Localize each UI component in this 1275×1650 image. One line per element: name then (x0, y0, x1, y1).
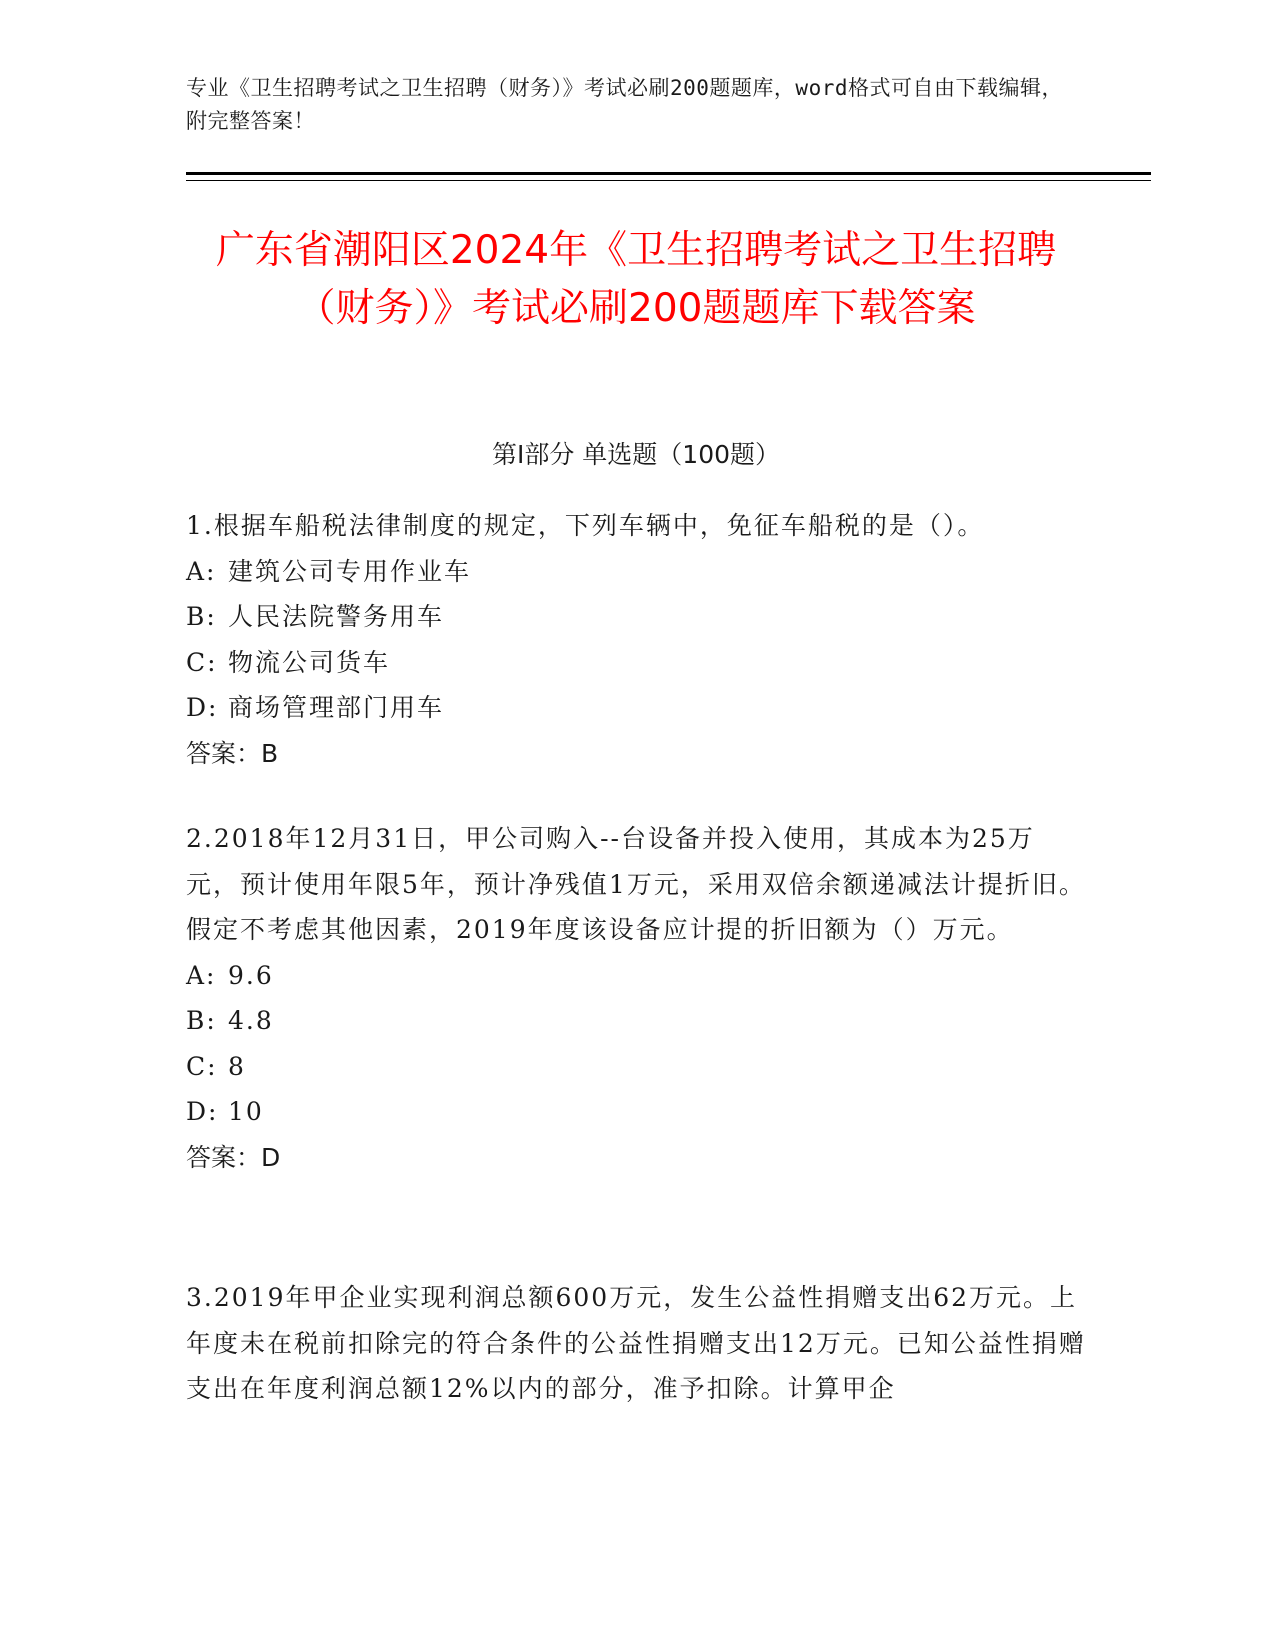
option-label: C: (186, 1051, 218, 1081)
option-text: 8 (228, 1051, 246, 1081)
option-label: A: (186, 556, 217, 586)
option-text: 9.6 (228, 960, 274, 990)
question-text: 2.2018年12月31日，甲公司购入--台设备并投入使用，其成本为25万元，预计使用年限5年，预计净残值1万元，采用双倍余额递减法计提折旧。假定不考虑其他因素，2019年度该设备应计提的折旧额为（）万元。 (186, 824, 1086, 944)
option-a (186, 953, 1086, 999)
option-a (186, 549, 1086, 595)
option-text: 建筑公司专用作业车 (228, 556, 472, 586)
header-divider-thick (186, 172, 1151, 175)
question-text: 1.根据车船税法律制度的规定，下列车辆中，免征车船税的是（）。 (186, 511, 985, 540)
option-text: 人民法院警务用车 (228, 602, 445, 631)
question-3 (186, 1275, 1086, 1412)
option-d (186, 1089, 1086, 1135)
option-text: 10 (228, 1097, 264, 1126)
question-2 (186, 816, 1086, 1180)
option-label: B: (186, 1006, 217, 1035)
option-d (186, 685, 1086, 731)
header-note: 专业《卫生招聘考试之卫生招聘（财务）》考试必刷200题题库，word格式可自由下载编辑，附完整答案！ (186, 76, 1063, 133)
option-c (186, 1044, 1086, 1090)
question-text: 3.2019年甲企业实现利润总额600万元，发生公益性捐赠支出62万元。上年度未在税前扣除完的符合条件的公益性捐赠支出12万元。已知公益性捐赠支出在年度利润总额12%以内的部分，准予扣除。计算甲企 (186, 1283, 1086, 1403)
option-label: A: (186, 960, 217, 990)
answer: 答案：B (186, 738, 279, 768)
option-b (186, 594, 1086, 640)
option-label: D: (186, 1097, 219, 1126)
option-text: 商场管理部门用车 (228, 693, 445, 722)
option-label: B: (186, 602, 217, 631)
option-text: 物流公司货车 (228, 647, 391, 677)
option-c (186, 640, 1086, 686)
answer: 答案：D (186, 1142, 281, 1172)
header-divider-thin (186, 180, 1151, 181)
question-1 (186, 503, 1086, 776)
option-text: 4.8 (228, 1006, 274, 1035)
option-label: D: (186, 693, 219, 722)
option-b (186, 998, 1086, 1044)
document-title: 广东省潮阳区2024年《卫生招聘考试之卫生招聘（财务）》考试必刷200题题库下载答案 (215, 228, 1057, 331)
option-label: C: (186, 647, 218, 677)
section-heading: 第I部分 单选题（100题） (491, 440, 781, 469)
